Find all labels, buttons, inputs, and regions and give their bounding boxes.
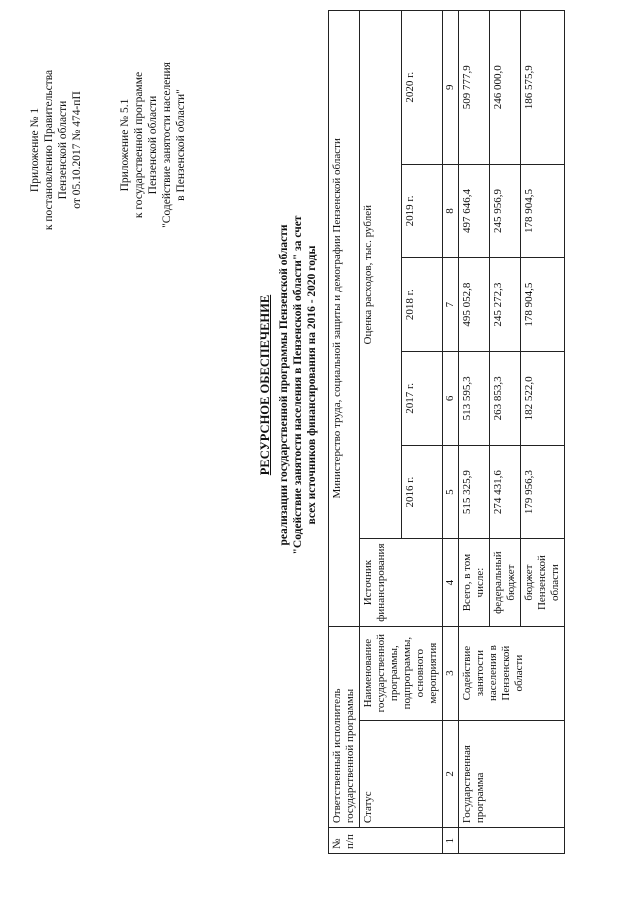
appendix-2-line: к государственной программе	[133, 71, 145, 219]
header-status: Статус	[360, 720, 443, 828]
index-cell: 9	[443, 11, 459, 165]
value-cell: 274 431,6	[490, 445, 521, 539]
value-cell: 263 853,3	[490, 352, 521, 446]
value-cell: 515 325,9	[459, 445, 490, 539]
table-header-row	[360, 11, 402, 854]
appendix-2-line: Приложение № 5.1	[119, 98, 131, 192]
appendix-1-line: к постановлению Правительства	[43, 69, 55, 231]
value-cell: 246 000,0	[490, 11, 521, 165]
appendix-1-line: Пензенской области	[57, 100, 69, 200]
value-cell: 245 272,3	[490, 258, 521, 352]
header-name: Наименование государственной программы, подпрограммы, основного мероприятия	[360, 626, 443, 720]
resource-table	[328, 10, 565, 854]
program-name: Содействие занятости населения в Пензенской области	[459, 626, 565, 720]
program-status: Государственная программа	[459, 720, 565, 828]
value-cell: 186 575,9	[521, 11, 565, 165]
appendix-5-1-block	[118, 25, 188, 265]
source-cell: федеральный бюджет	[490, 539, 521, 626]
index-cell: 4	[443, 539, 459, 626]
header-year: 2019 г.	[401, 164, 443, 258]
header-estimate: Оценка расходов, тыс. рублей	[360, 11, 402, 540]
title-heading: РЕСУРСНОЕ ОБЕСПЕЧЕНИЕ	[258, 294, 272, 476]
value-cell: 513 595,3	[459, 352, 490, 446]
appendix-1-block	[28, 25, 84, 275]
table-row	[459, 11, 490, 854]
index-cell: 2	[443, 720, 459, 828]
header-year: 2016 г.	[401, 445, 443, 539]
table-index-row	[443, 11, 459, 854]
table-header-row	[329, 11, 360, 854]
header-year: 2017 г.	[401, 352, 443, 446]
value-cell: 497 646,4	[459, 164, 490, 258]
value-cell: 182 522,0	[521, 352, 565, 446]
header-responsible: Ответственный исполнитель государственной программы	[329, 626, 360, 827]
value-cell: 178 904,5	[521, 164, 565, 258]
title-line: "Содействие занятости населения в Пензенской области" за счет	[292, 215, 304, 555]
appendix-1-line: от 05.10.2017 № 474-пП	[71, 91, 83, 209]
index-cell: 8	[443, 164, 459, 258]
rotated-page	[20, 20, 620, 880]
index-cell: 1	[443, 828, 459, 854]
appendix-2-line: в Пензенской области"	[175, 89, 187, 201]
source-cell: бюджет Пензенской области	[521, 539, 565, 626]
appendix-2-line: Пензенской области	[147, 95, 159, 195]
source-cell: Всего, в том числе:	[459, 539, 490, 626]
value-cell: 179 956,3	[521, 445, 565, 539]
header-source: Источник финансирования	[360, 539, 443, 626]
title-line: всех источников финансирования на 2016 - 2020 годы	[306, 245, 318, 525]
title-line: реализации государственной программы Пензенской области	[278, 224, 290, 546]
header-ministry: Министерство труда, социальной защиты и демографии Пензенской области	[329, 11, 360, 627]
index-cell: 5	[443, 445, 459, 539]
document-title	[258, 105, 319, 665]
value-cell: 509 777,9	[459, 11, 490, 165]
value-cell: 178 904,5	[521, 258, 565, 352]
header-year: 2020 г.	[401, 11, 443, 165]
index-cell: 6	[443, 352, 459, 446]
appendix-2-line: "Содействие занятости населения	[161, 62, 173, 228]
row-num-cell	[459, 828, 565, 854]
value-cell: 495 052,8	[459, 258, 490, 352]
index-cell: 7	[443, 258, 459, 352]
index-cell: 3	[443, 626, 459, 720]
value-cell: 245 956,9	[490, 164, 521, 258]
header-year: 2018 г.	[401, 258, 443, 352]
appendix-1-line: Приложение № 1	[29, 107, 41, 193]
header-num: № п/п	[329, 828, 443, 854]
